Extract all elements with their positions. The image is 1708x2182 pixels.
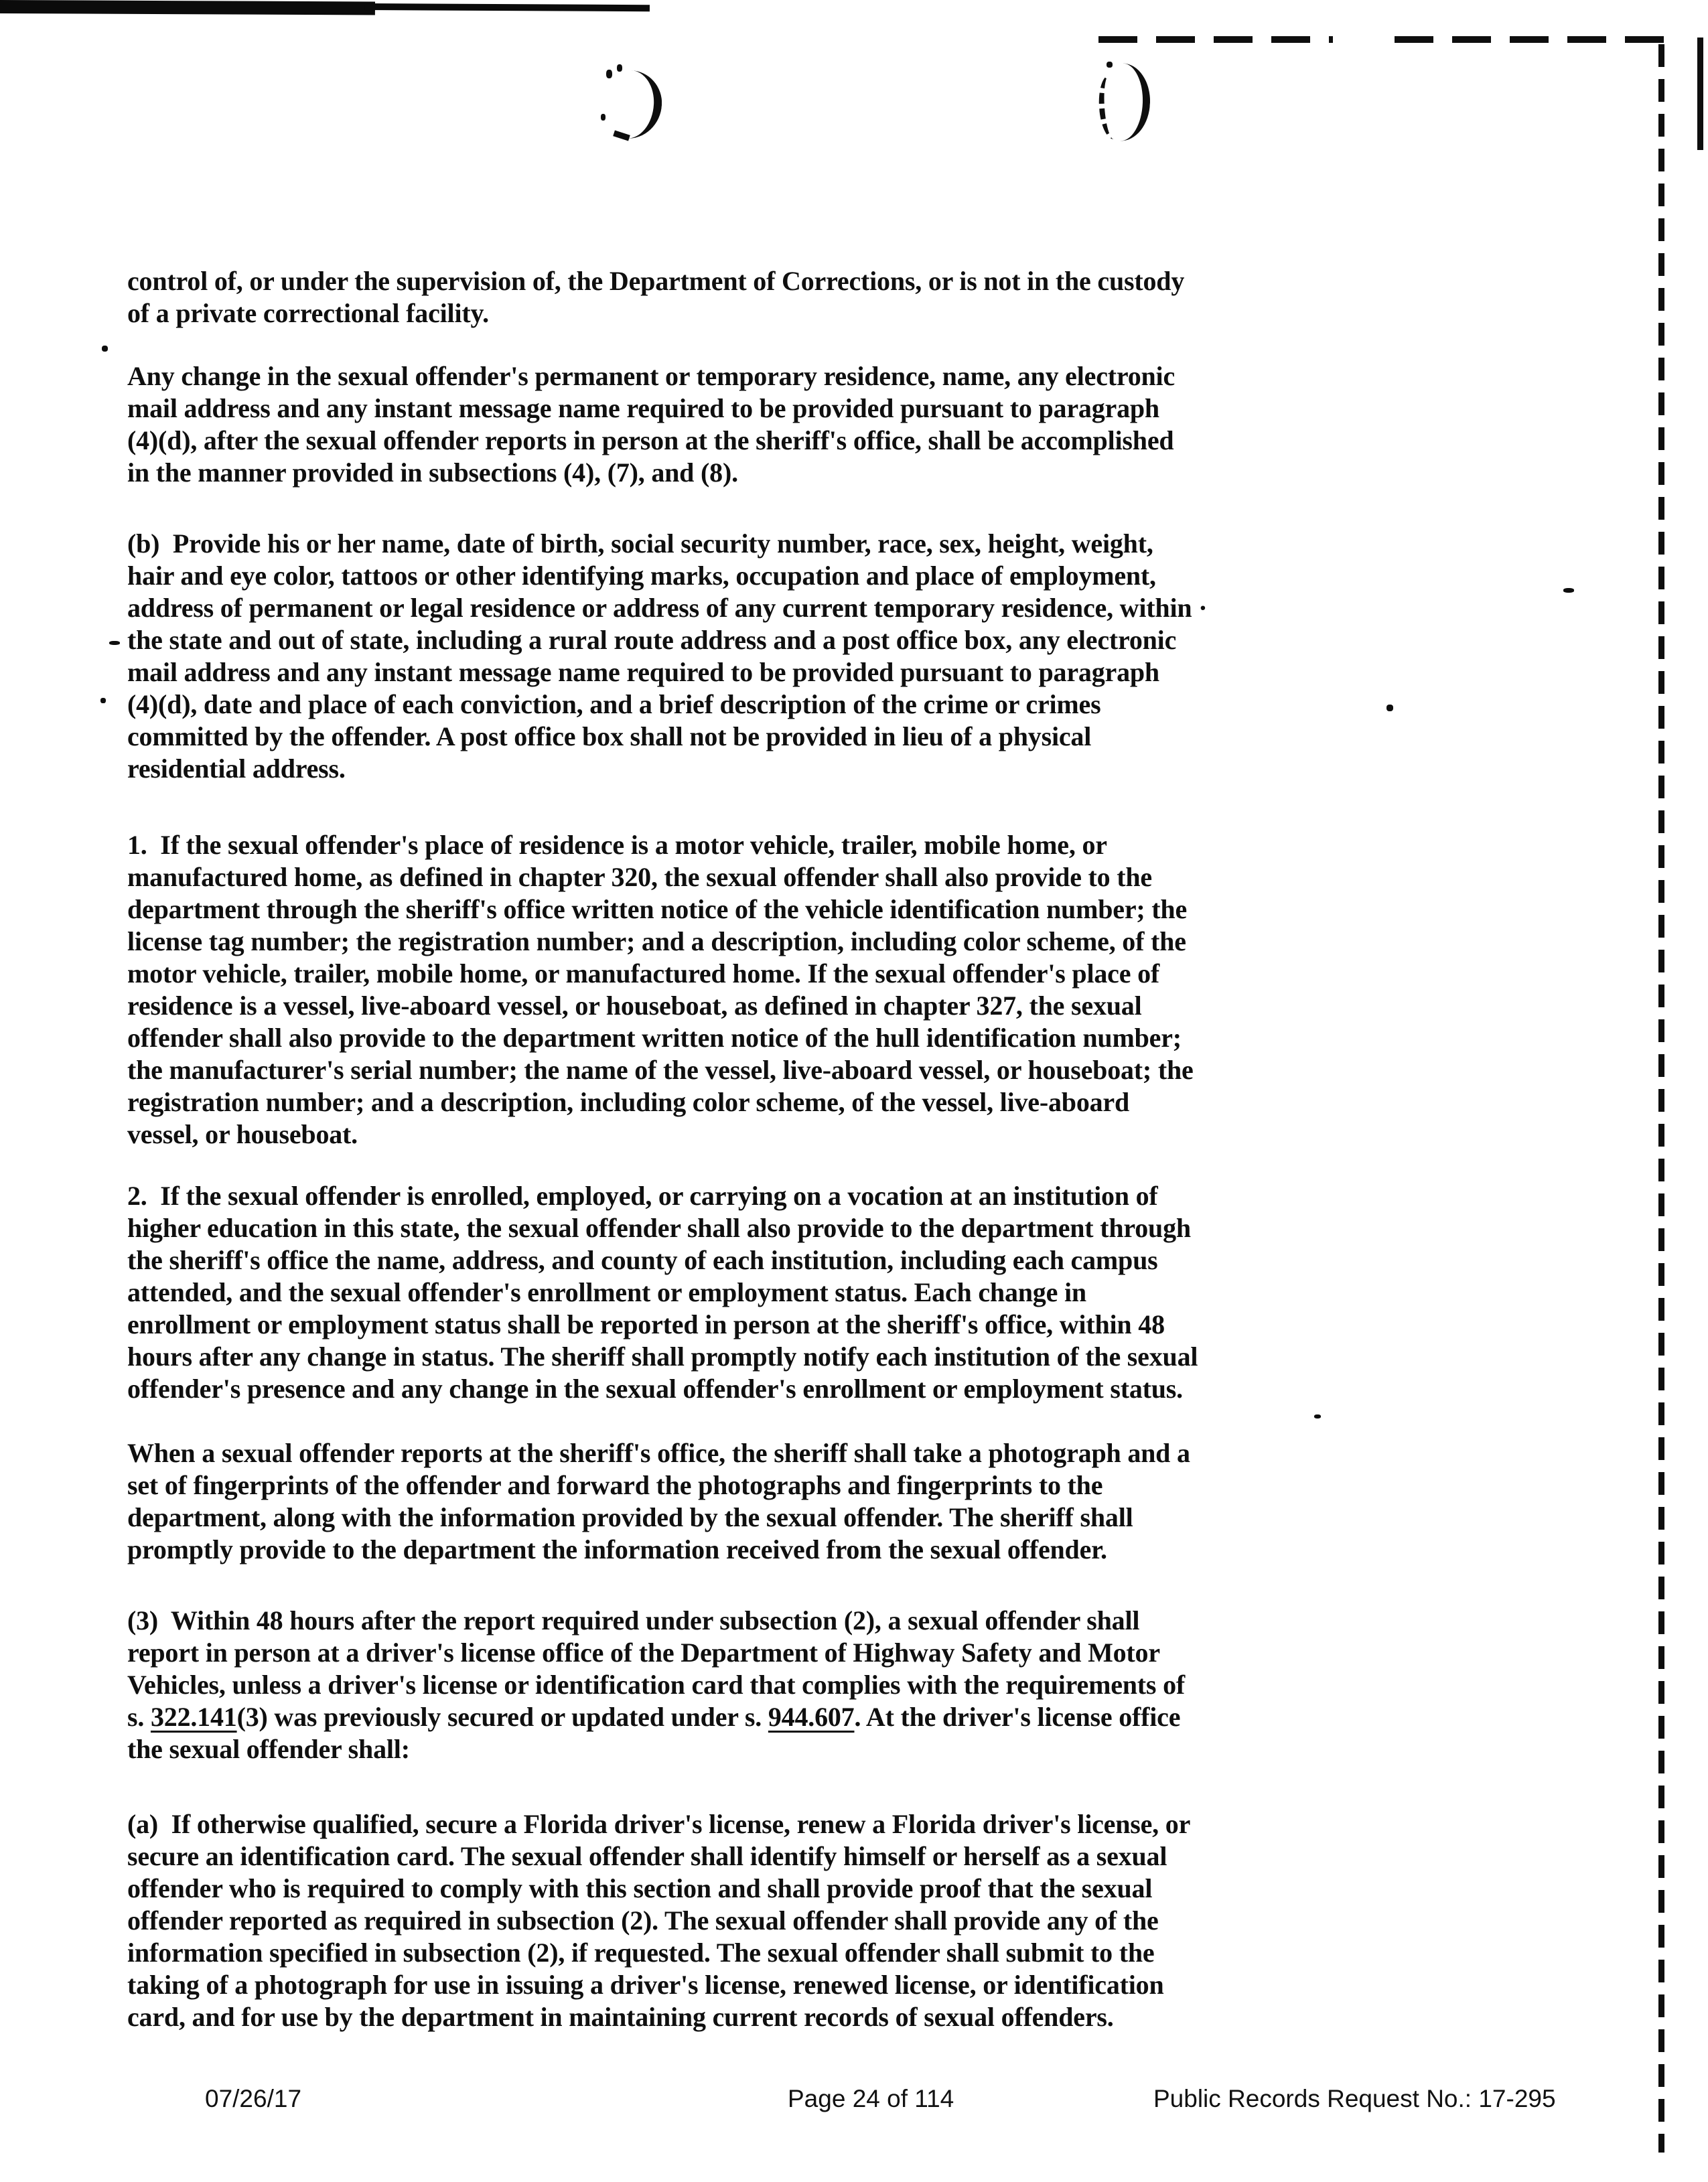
text-line: enrollment or employment status shall be reported in person at the sheriff's office, within 48 xyxy=(127,1309,1165,1339)
text-line: (a) If otherwise qualified, secure a Florida driver's license, renew a Florida driver's license, or xyxy=(127,1809,1191,1839)
text-segment: (3) was previously secured or updated under s. xyxy=(236,1702,768,1732)
text-line: manufactured home, as defined in chapter 320, the sexual offender shall also provide to the xyxy=(127,862,1152,892)
text-line: address of permanent or legal residence or address of any current temporary residence, within · xyxy=(127,593,1208,623)
scan-speck xyxy=(102,346,108,352)
paragraph-3-within-48-hours xyxy=(127,1605,1353,1765)
scan-speck xyxy=(1563,588,1574,593)
footer-public-records-no: Public Records Request No.: 17-295 xyxy=(1153,2085,1556,2112)
text-line: mail address and any instant message name required to be provided pursuant to paragraph xyxy=(127,657,1159,687)
text-line: Vehicles, unless a driver's license or identification card that complies with the requirements of xyxy=(127,1670,1185,1700)
paragraph-a-drivers-license xyxy=(127,1808,1353,2033)
paragraph-2-institution xyxy=(127,1180,1353,1405)
text-line: committed by the offender. A post office box shall not be provided in lieu of a physical xyxy=(127,721,1092,751)
statute-citation: 322.141 xyxy=(150,1702,237,1732)
text-line: control of, or under the supervision of, the Department of Corrections, or is not in the custody xyxy=(127,266,1185,296)
text-line: offender who is required to comply with this section and shall provide proof that the sexual xyxy=(127,1873,1153,1903)
scan-artifact-dashed-line-horizontal xyxy=(1395,36,1676,43)
text-line xyxy=(127,1701,1353,1733)
text-line: promptly provide to the department the information received from the sexual offender. xyxy=(127,1534,1107,1565)
text-line: department through the sheriff's office written notice of the vehicle identification number; the xyxy=(127,894,1188,924)
scan-artifact-corner-line xyxy=(1697,38,1703,150)
text-segment: s. xyxy=(127,1702,151,1732)
paragraph-any-change xyxy=(127,360,1353,489)
text-line: offender shall also provide to the department written notice of the hull identification number; xyxy=(127,1023,1182,1053)
scan-speck xyxy=(1107,62,1113,68)
text-line: the state and out of state, including a rural route address and a post office box, any electronic xyxy=(127,625,1177,655)
text-line: offender reported as required in subsection (2). The sexual offender shall provide any of the xyxy=(127,1905,1159,1936)
text-line: information specified in subsection (2), if requested. The sexual offender shall submit to the xyxy=(127,1938,1155,1968)
scan-speck xyxy=(1386,705,1393,711)
text-line: hair and eye color, tattoos or other identifying marks, occupation and place of employment, xyxy=(127,561,1156,591)
scan-artifact-top-bar-thin xyxy=(365,3,650,11)
footer-date: 07/26/17 xyxy=(205,2085,302,2112)
text-line: residential address. xyxy=(127,753,346,784)
text-line: higher education in this state, the sexual offender shall also provide to the department through xyxy=(127,1213,1191,1243)
text-line: in the manner provided in subsections (4), (7), and (8). xyxy=(127,457,738,488)
text-line: taking of a photograph for use in issuing a driver's license, renewed license, or identification xyxy=(127,1970,1164,2000)
footer-page-indicator: Page 24 of 114 xyxy=(788,2085,954,2112)
text-line: vessel, or houseboat. xyxy=(127,1119,358,1149)
text-line: secure an identification card. The sexual offender shall identify himself or herself as a sexual xyxy=(127,1841,1167,1871)
paragraph-b-provide xyxy=(127,528,1353,785)
scan-artifact-dashed-line-horizontal xyxy=(1098,36,1333,43)
scan-artifact-paren xyxy=(1115,63,1151,142)
scan-speck xyxy=(601,114,606,121)
paragraph-when-reports xyxy=(127,1437,1353,1566)
scan-artifact-dashed-line-vertical xyxy=(1658,44,1664,2153)
text-line: the sheriff's office the name, address, and county of each institution, including each campus xyxy=(127,1245,1158,1275)
paragraph-control-of xyxy=(127,265,1353,330)
paragraph-1-motor-vehicle xyxy=(127,829,1353,1151)
scan-artifact-paren xyxy=(621,70,663,141)
text-line: card, and for use by the department in maintaining current records of sexual offenders. xyxy=(127,2002,1114,2032)
text-line: (b) Provide his or her name, date of birth, social security number, race, sex, height, weight, xyxy=(127,528,1153,559)
statute-citation: 944.607 xyxy=(768,1702,855,1732)
text-line: of a private correctional facility. xyxy=(127,298,489,328)
scan-speck xyxy=(617,64,622,72)
text-line: set of fingerprints of the offender and forward the photographs and fingerprints to the xyxy=(127,1470,1103,1500)
text-line: offender's presence and any change in the sexual offender's enrollment or employment status. xyxy=(127,1374,1183,1404)
text-line: attended, and the sexual offender's enrollment or employment status. Each change in xyxy=(127,1277,1086,1307)
text-line: license tag number; the registration number; and a description, including color scheme, of the xyxy=(127,926,1186,956)
text-line: the manufacturer's serial number; the name of the vessel, live-aboard vessel, or houseboat; the xyxy=(127,1055,1194,1085)
text-line: department, along with the information provided by the sexual offender. The sheriff shall xyxy=(127,1502,1133,1532)
scan-speck xyxy=(606,70,612,78)
text-line: mail address and any instant message name required to be provided pursuant to paragraph xyxy=(127,393,1159,423)
scan-speck xyxy=(109,641,120,645)
text-line: residence is a vessel, live-aboard vessel, or houseboat, as defined in chapter 327, the sexual xyxy=(127,991,1142,1021)
text-line: the sexual offender shall: xyxy=(127,1734,410,1764)
scan-speck xyxy=(100,698,106,703)
scan-artifact-top-bar xyxy=(0,0,375,15)
text-line: When a sexual offender reports at the sheriff's office, the sheriff shall take a photograph and a xyxy=(127,1438,1190,1468)
text-line: (3) Within 48 hours after the report required under subsection (2), a sexual offender shall xyxy=(127,1605,1140,1635)
text-line: hours after any change in status. The sheriff shall promptly notify each institution of the sexual xyxy=(127,1341,1198,1372)
text-line: 1. If the sexual offender's place of residence is a motor vehicle, trailer, mobile home, or xyxy=(127,830,1107,860)
text-line: (4)(d), after the sexual offender reports in person at the sheriff's office, shall be accomplished xyxy=(127,425,1174,455)
text-line: Any change in the sexual offender's permanent or temporary residence, name, any electronic xyxy=(127,361,1176,391)
text-line: motor vehicle, trailer, mobile home, or manufactured home. If the sexual offender's place of xyxy=(127,958,1159,989)
scan-speck xyxy=(1314,1414,1321,1419)
text-segment: . At the driver's license office xyxy=(854,1702,1181,1732)
text-line: report in person at a driver's license office of the Department of Highway Safety and Motor xyxy=(127,1638,1160,1668)
text-line: 2. If the sexual offender is enrolled, employed, or carrying on a vocation at an institution of xyxy=(127,1181,1158,1211)
text-line: registration number; and a description, including color scheme, of the vessel, live-aboard xyxy=(127,1087,1130,1117)
text-line: (4)(d), date and place of each conviction, and a brief description of the crime or crimes xyxy=(127,689,1101,719)
